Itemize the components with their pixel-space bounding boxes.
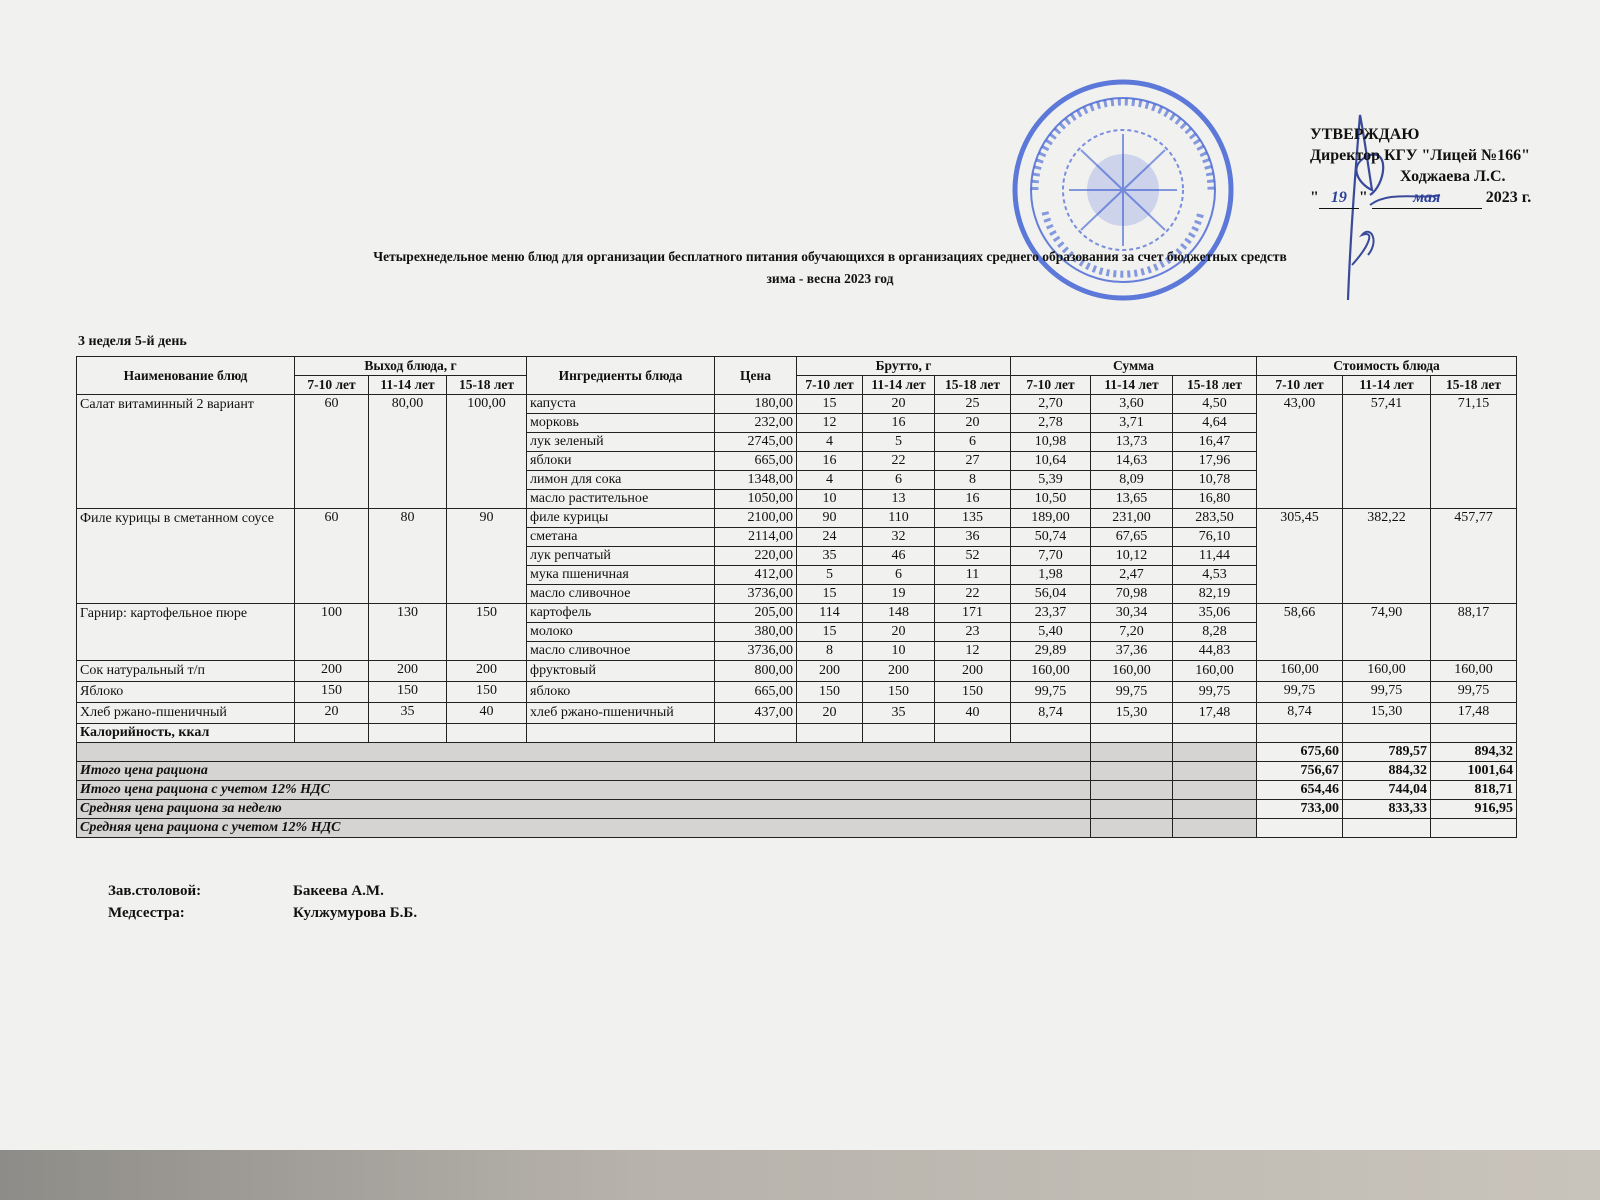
empty-cell — [1173, 743, 1257, 762]
ingredient-price: 800,00 — [715, 661, 797, 682]
ingredient-sum: 99,75 — [1011, 682, 1091, 703]
empty-cell — [527, 724, 715, 743]
totals-value — [1257, 819, 1343, 838]
header-gross: Брутто, г — [797, 357, 1011, 376]
ingredient-name: сметана — [527, 528, 715, 547]
ingredient-price: 3736,00 — [715, 642, 797, 661]
menu-title-line2: зима - весна 2023 год — [766, 271, 894, 286]
ingredient-sum: 4,53 — [1173, 566, 1257, 585]
totals-value: 884,32 — [1343, 762, 1431, 781]
ingredient-sum: 37,36 — [1091, 642, 1173, 661]
dish-yield: 150 — [369, 682, 447, 703]
ingredient-sum: 189,00 — [1011, 509, 1091, 528]
ingredient-gross: 10 — [863, 642, 935, 661]
signer-role: Медсестра: — [108, 905, 185, 921]
gross-age3-header: 15-18 лет — [935, 376, 1011, 395]
ingredient-sum: 2,70 — [1011, 395, 1091, 414]
ingredient-price: 437,00 — [715, 703, 797, 724]
signer-row — [108, 880, 417, 902]
ingredient-sum: 99,75 — [1173, 682, 1257, 703]
cost-age2-header: 11-14 лет — [1343, 376, 1431, 395]
ingredient-gross: 25 — [935, 395, 1011, 414]
ingredient-gross: 15 — [797, 395, 863, 414]
ingredient-sum: 160,00 — [1011, 661, 1091, 682]
dish-cost: 74,90 — [1343, 604, 1431, 661]
dish-name: Гарнир: картофельное пюре — [77, 604, 295, 661]
empty-cell — [1257, 724, 1343, 743]
dish-yield: 200 — [369, 661, 447, 682]
dish-cost: 88,17 — [1431, 604, 1517, 661]
ingredient-gross: 90 — [797, 509, 863, 528]
ingredient-gross: 35 — [797, 547, 863, 566]
ingredient-sum: 23,37 — [1011, 604, 1091, 623]
ingredient-gross: 110 — [863, 509, 935, 528]
menu-body — [77, 395, 1517, 838]
table-row — [77, 509, 1517, 528]
ingredient-name: мука пшеничная — [527, 566, 715, 585]
ingredient-gross: 15 — [797, 623, 863, 642]
date-day: 19 — [1319, 187, 1359, 209]
ingredient-sum: 17,48 — [1173, 703, 1257, 724]
ingredient-gross: 10 — [797, 490, 863, 509]
dish-cost: 58,66 — [1257, 604, 1343, 661]
ingredient-gross: 5 — [863, 433, 935, 452]
date-year: 2023 г. — [1485, 189, 1532, 206]
ingredient-sum: 13,73 — [1091, 433, 1173, 452]
ingredient-sum: 1,98 — [1011, 566, 1091, 585]
ingredient-sum: 3,71 — [1091, 414, 1173, 433]
week-day-label: 3 неделя 5-й день — [78, 334, 187, 349]
approval-director: Директор КГУ "Лицей №166" — [1310, 147, 1531, 164]
ingredient-sum: 99,75 — [1091, 682, 1173, 703]
ingredient-gross: 20 — [863, 395, 935, 414]
ingredient-gross: 40 — [935, 703, 1011, 724]
dish-cost: 8,74 — [1257, 703, 1343, 724]
totals-label: Итого цена рациона с учетом 12% НДС — [77, 781, 1091, 800]
ingredient-name: яблоки — [527, 452, 715, 471]
ingredient-sum: 7,20 — [1091, 623, 1173, 642]
dish-yield: 150 — [447, 604, 527, 661]
dish-yield: 90 — [447, 509, 527, 604]
dish-cost: 457,77 — [1431, 509, 1517, 604]
totals-value: 675,60 — [1257, 743, 1343, 762]
dish-yield: 20 — [295, 703, 369, 724]
ingredient-gross: 22 — [935, 585, 1011, 604]
empty-cell — [1091, 800, 1173, 819]
ingredient-sum: 13,65 — [1091, 490, 1173, 509]
ingredient-price: 380,00 — [715, 623, 797, 642]
ingredient-name: лук зеленый — [527, 433, 715, 452]
ingredient-sum: 10,50 — [1011, 490, 1091, 509]
ingredient-gross: 20 — [863, 623, 935, 642]
ingredient-sum: 8,28 — [1173, 623, 1257, 642]
totals-value: 1001,64 — [1431, 762, 1517, 781]
ingredient-name: масло сливочное — [527, 585, 715, 604]
ingredient-price: 1348,00 — [715, 471, 797, 490]
ingredient-sum: 7,70 — [1011, 547, 1091, 566]
calories-label: Калорийность, ккал — [77, 724, 295, 743]
totals-row — [77, 800, 1517, 819]
ingredient-name: хлеб ржано-пшеничный — [527, 703, 715, 724]
totals-row — [77, 819, 1517, 838]
ingredient-sum: 5,39 — [1011, 471, 1091, 490]
dish-yield: 80,00 — [369, 395, 447, 509]
table-row — [77, 395, 1517, 414]
ingredient-gross: 200 — [863, 661, 935, 682]
ingredient-name: капуста — [527, 395, 715, 414]
empty-cell — [1091, 724, 1173, 743]
sum-age1-header: 7-10 лет — [1011, 376, 1091, 395]
ingredient-gross: 46 — [863, 547, 935, 566]
ingredient-gross: 22 — [863, 452, 935, 471]
ingredient-sum: 10,98 — [1011, 433, 1091, 452]
yield-age3-header: 15-18 лет — [447, 376, 527, 395]
dish-cost: 99,75 — [1343, 682, 1431, 703]
ingredient-sum: 14,63 — [1091, 452, 1173, 471]
ingredient-gross: 16 — [935, 490, 1011, 509]
totals-value — [1343, 819, 1431, 838]
dish-yield: 200 — [447, 661, 527, 682]
ingredient-gross: 8 — [797, 642, 863, 661]
ingredient-sum: 8,74 — [1011, 703, 1091, 724]
ingredient-gross: 52 — [935, 547, 1011, 566]
cost-age1-header: 7-10 лет — [1257, 376, 1343, 395]
totals-label: Средняя цена рациона с учетом 12% НДС — [77, 819, 1091, 838]
ingredient-gross: 135 — [935, 509, 1011, 528]
empty-cell — [1091, 743, 1173, 762]
ingredient-name: картофель — [527, 604, 715, 623]
table-row — [77, 604, 1517, 623]
ingredient-sum: 4,64 — [1173, 414, 1257, 433]
ingredient-gross: 35 — [863, 703, 935, 724]
ingredient-gross: 6 — [863, 471, 935, 490]
dish-cost: 305,45 — [1257, 509, 1343, 604]
dish-yield: 100 — [295, 604, 369, 661]
totals-value — [1431, 819, 1517, 838]
ingredient-sum: 67,65 — [1091, 528, 1173, 547]
yield-age1-header: 7-10 лет — [295, 376, 369, 395]
ingredient-gross: 114 — [797, 604, 863, 623]
date-quote-close: " — [1358, 189, 1368, 206]
sum-age2-header: 11-14 лет — [1091, 376, 1173, 395]
ingredient-name: молоко — [527, 623, 715, 642]
ingredient-price: 2114,00 — [715, 528, 797, 547]
ingredient-sum: 160,00 — [1091, 661, 1173, 682]
empty-cell — [935, 724, 1011, 743]
ingredient-sum: 5,40 — [1011, 623, 1091, 642]
ingredient-sum: 76,10 — [1173, 528, 1257, 547]
ingredient-sum: 2,47 — [1091, 566, 1173, 585]
totals-value: 916,95 — [1431, 800, 1517, 819]
dish-yield: 80 — [369, 509, 447, 604]
dish-yield: 60 — [295, 509, 369, 604]
ingredient-gross: 4 — [797, 471, 863, 490]
dish-cost: 382,22 — [1343, 509, 1431, 604]
header-dish: Наименование блюд — [77, 357, 295, 395]
ingredient-sum: 56,04 — [1011, 585, 1091, 604]
totals-row — [77, 743, 1517, 762]
empty-cell — [1173, 724, 1257, 743]
ingredient-name: филе курицы — [527, 509, 715, 528]
totals-row — [77, 781, 1517, 800]
dish-yield: 150 — [447, 682, 527, 703]
dish-cost: 15,30 — [1343, 703, 1431, 724]
empty-cell — [447, 724, 527, 743]
totals-label: Итого цена рациона — [77, 762, 1091, 781]
ingredient-sum: 160,00 — [1173, 661, 1257, 682]
ingredient-price: 1050,00 — [715, 490, 797, 509]
empty-cell — [1091, 762, 1173, 781]
ingredient-gross: 36 — [935, 528, 1011, 547]
dish-yield: 200 — [295, 661, 369, 682]
ingredient-price: 665,00 — [715, 452, 797, 471]
ingredient-price: 232,00 — [715, 414, 797, 433]
ingredient-sum: 15,30 — [1091, 703, 1173, 724]
totals-value: 894,32 — [1431, 743, 1517, 762]
calories-row — [77, 724, 1517, 743]
table-row — [77, 703, 1517, 724]
ingredient-sum: 35,06 — [1173, 604, 1257, 623]
ingredient-gross: 200 — [797, 661, 863, 682]
sum-age3-header: 15-18 лет — [1173, 376, 1257, 395]
dish-name: Филе курицы в сметанном соусе — [77, 509, 295, 604]
ingredient-sum: 4,50 — [1173, 395, 1257, 414]
totals-value: 833,33 — [1343, 800, 1431, 819]
signers-block — [108, 880, 417, 924]
totals-value: 744,04 — [1343, 781, 1431, 800]
totals-value: 733,00 — [1257, 800, 1343, 819]
ingredient-name: масло сливочное — [527, 642, 715, 661]
empty-cell — [1173, 781, 1257, 800]
ingredient-gross: 24 — [797, 528, 863, 547]
ingredient-sum: 16,80 — [1173, 490, 1257, 509]
dish-yield: 60 — [295, 395, 369, 509]
menu-table — [76, 356, 1517, 838]
dish-cost: 43,00 — [1257, 395, 1343, 509]
empty-cell — [369, 724, 447, 743]
header-yield: Выход блюда, г — [295, 357, 527, 376]
ingredient-gross: 150 — [863, 682, 935, 703]
dish-yield: 40 — [447, 703, 527, 724]
ingredient-sum: 44,83 — [1173, 642, 1257, 661]
dish-yield: 35 — [369, 703, 447, 724]
dish-name: Салат витаминный 2 вариант — [77, 395, 295, 509]
ingredient-sum: 283,50 — [1173, 509, 1257, 528]
yield-age2-header: 11-14 лет — [369, 376, 447, 395]
ingredient-sum: 2,78 — [1011, 414, 1091, 433]
header-cost: Стоимость блюда — [1257, 357, 1517, 376]
dish-name: Яблоко — [77, 682, 295, 703]
empty-cell — [1091, 781, 1173, 800]
dish-cost: 160,00 — [1431, 661, 1517, 682]
ingredient-name: яблоко — [527, 682, 715, 703]
empty-cell — [1173, 819, 1257, 838]
approval-heading: УТВЕРЖДАЮ — [1310, 126, 1420, 143]
ingredient-gross: 11 — [935, 566, 1011, 585]
header-price: Цена — [715, 357, 797, 395]
ingredient-name: лук репчатый — [527, 547, 715, 566]
empty-cell — [863, 724, 935, 743]
ingredient-name: лимон для сока — [527, 471, 715, 490]
signer-name: Кулжумурова Б.Б. — [293, 905, 418, 921]
empty-cell — [797, 724, 863, 743]
floor-background — [0, 1150, 1600, 1200]
ingredient-sum: 10,64 — [1011, 452, 1091, 471]
dish-cost: 71,15 — [1431, 395, 1517, 509]
dish-name: Сок натуральный т/п — [77, 661, 295, 682]
ingredient-price: 180,00 — [715, 395, 797, 414]
signer-role: Зав.столовой: — [108, 883, 202, 899]
ingredient-gross: 6 — [863, 566, 935, 585]
signer-name: Бакеева А.М. — [293, 883, 384, 899]
header-ingredients: Ингредиенты блюда — [527, 357, 715, 395]
ingredient-price: 205,00 — [715, 604, 797, 623]
ingredient-gross: 12 — [797, 414, 863, 433]
ingredient-gross: 32 — [863, 528, 935, 547]
ingredient-name: масло растительное — [527, 490, 715, 509]
dish-cost: 17,48 — [1431, 703, 1517, 724]
ingredient-sum: 8,09 — [1091, 471, 1173, 490]
approval-date — [1310, 187, 1531, 209]
dish-yield: 130 — [369, 604, 447, 661]
ingredient-gross: 8 — [935, 471, 1011, 490]
empty-cell — [1173, 800, 1257, 819]
ingredient-sum: 50,74 — [1011, 528, 1091, 547]
ingredient-gross: 150 — [797, 682, 863, 703]
ingredient-price: 220,00 — [715, 547, 797, 566]
ingredient-sum: 10,78 — [1173, 471, 1257, 490]
approval-block — [1310, 124, 1531, 209]
empty-cell — [1091, 819, 1173, 838]
ingredient-price: 412,00 — [715, 566, 797, 585]
ingredient-gross: 200 — [935, 661, 1011, 682]
header-sum: Сумма — [1011, 357, 1257, 376]
ingredient-gross: 19 — [863, 585, 935, 604]
ingredient-gross: 16 — [863, 414, 935, 433]
totals-label — [77, 743, 1091, 762]
date-quote-open: " — [1310, 189, 1319, 206]
ingredient-sum: 3,60 — [1091, 395, 1173, 414]
ingredient-name: фруктовый — [527, 661, 715, 682]
ingredient-price: 2745,00 — [715, 433, 797, 452]
date-month: мая — [1372, 187, 1482, 209]
menu-title-line1: Четырехнедельное меню блюд для организации бесплатного питания обучающихся в организациях среднего образования за счет бюджетных средств — [373, 249, 1287, 264]
dish-yield: 100,00 — [447, 395, 527, 509]
ingredient-sum: 82,19 — [1173, 585, 1257, 604]
empty-cell — [1011, 724, 1091, 743]
ingredient-gross: 12 — [935, 642, 1011, 661]
empty-cell — [1173, 762, 1257, 781]
menu-title — [0, 246, 1600, 290]
ingredient-gross: 13 — [863, 490, 935, 509]
table-row — [77, 661, 1517, 682]
ingredient-gross: 23 — [935, 623, 1011, 642]
ingredient-price: 2100,00 — [715, 509, 797, 528]
ingredient-sum: 11,44 — [1173, 547, 1257, 566]
dish-yield: 150 — [295, 682, 369, 703]
empty-cell — [1343, 724, 1431, 743]
approval-director-name: Ходжаева Л.С. — [1400, 168, 1506, 185]
empty-cell — [295, 724, 369, 743]
ingredient-sum: 10,12 — [1091, 547, 1173, 566]
dish-cost: 160,00 — [1257, 661, 1343, 682]
ingredient-gross: 20 — [935, 414, 1011, 433]
empty-cell — [1431, 724, 1517, 743]
dish-cost: 99,75 — [1431, 682, 1517, 703]
gross-age2-header: 11-14 лет — [863, 376, 935, 395]
totals-value: 789,57 — [1343, 743, 1431, 762]
ingredient-gross: 15 — [797, 585, 863, 604]
totals-value: 756,67 — [1257, 762, 1343, 781]
ingredient-gross: 148 — [863, 604, 935, 623]
ingredient-gross: 20 — [797, 703, 863, 724]
gross-age1-header: 7-10 лет — [797, 376, 863, 395]
dish-name: Хлеб ржано-пшеничный — [77, 703, 295, 724]
ingredient-sum: 70,98 — [1091, 585, 1173, 604]
dish-cost: 160,00 — [1343, 661, 1431, 682]
totals-value: 818,71 — [1431, 781, 1517, 800]
ingredient-gross: 150 — [935, 682, 1011, 703]
table-row — [77, 682, 1517, 703]
ingredient-sum: 30,34 — [1091, 604, 1173, 623]
ingredient-gross: 27 — [935, 452, 1011, 471]
totals-label: Средняя цена рациона за неделю — [77, 800, 1091, 819]
ingredient-name: морковь — [527, 414, 715, 433]
ingredient-sum: 16,47 — [1173, 433, 1257, 452]
empty-cell — [715, 724, 797, 743]
ingredient-price: 3736,00 — [715, 585, 797, 604]
ingredient-sum: 17,96 — [1173, 452, 1257, 471]
ingredient-sum: 29,89 — [1011, 642, 1091, 661]
ingredient-gross: 5 — [797, 566, 863, 585]
signer-row — [108, 902, 417, 924]
ingredient-price: 665,00 — [715, 682, 797, 703]
totals-value: 654,46 — [1257, 781, 1343, 800]
cost-age3-header: 15-18 лет — [1431, 376, 1517, 395]
dish-cost: 57,41 — [1343, 395, 1431, 509]
ingredient-gross: 4 — [797, 433, 863, 452]
ingredient-gross: 16 — [797, 452, 863, 471]
ingredient-gross: 6 — [935, 433, 1011, 452]
totals-row — [77, 762, 1517, 781]
ingredient-sum: 231,00 — [1091, 509, 1173, 528]
dish-cost: 99,75 — [1257, 682, 1343, 703]
ingredient-gross: 171 — [935, 604, 1011, 623]
